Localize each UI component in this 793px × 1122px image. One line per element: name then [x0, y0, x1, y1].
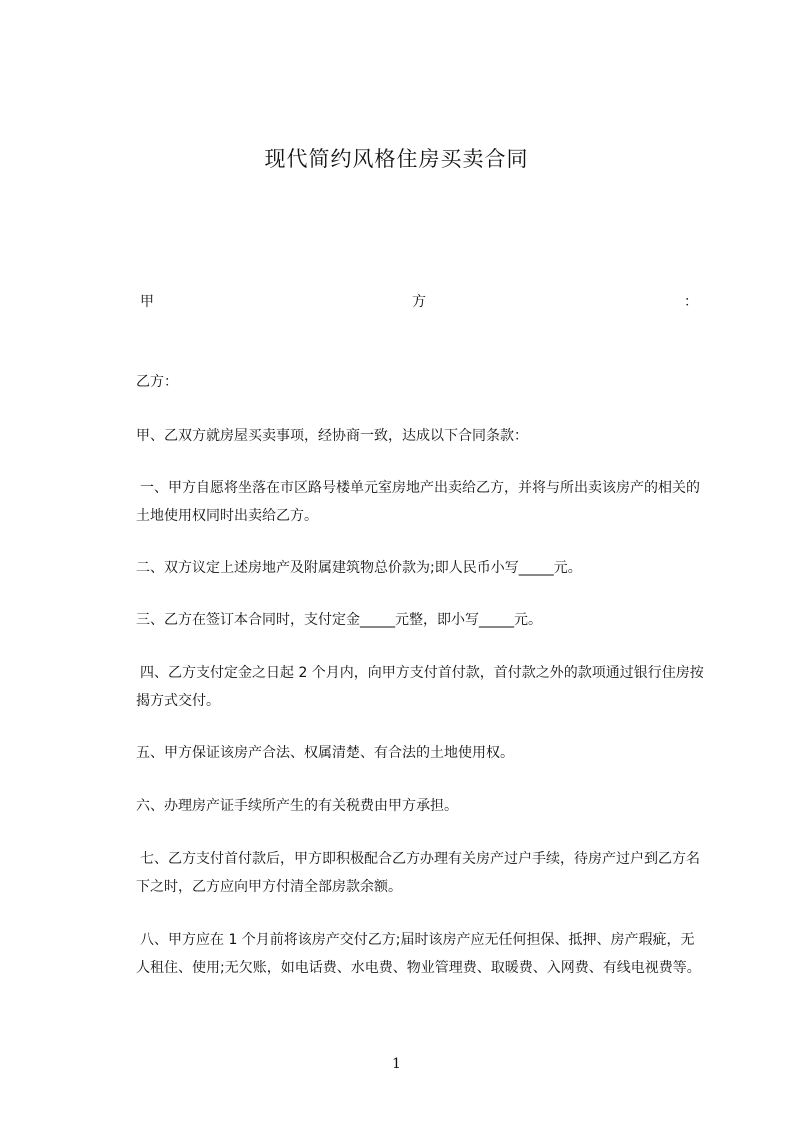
clause-5: 五、甲方保证该房产合法、权属清楚、有合法的土地使用权。 — [136, 745, 514, 761]
clause-8: 八、甲方应在 1 个月前将该房产交付乙方;届时该房产应无任何担保、抵押、房产瑕疵，无人租住、使用;无欠账，如电话费、水电费、物业管理费、取暖费、入网费、有线电视费等。 — [136, 932, 701, 976]
clause-2: 二、双方议定上述房地产及附属建筑物总价款为;即人民币小写_____元。 — [136, 560, 582, 576]
document-title: 现代简约风格住房买卖合同 — [264, 147, 529, 171]
clause-3: 三、乙方在签订本合同时，支付定金_____元整，即小写_____元。 — [136, 612, 542, 628]
intro-paragraph: 甲、乙双方就房屋买卖事项，经协商一致，达成以下合同条款： — [136, 428, 528, 444]
page-number: 1 — [392, 1056, 401, 1072]
party-a-char-1: 甲 — [140, 294, 154, 310]
party-a-char-2: 方 — [412, 294, 426, 310]
party-a-line — [136, 291, 696, 311]
clause-4: 四、乙方支付定金之日起 2 个月内，向甲方支付首付款，首付款之外的款项通过银行住房按揭方式交付。 — [136, 665, 704, 709]
party-a-colon: ： — [684, 294, 698, 310]
clause-1: 一、甲方自愿将坐落在市区路号楼单元室房地产出卖给乙方，并将与所出卖该房产的相关的土地使用权同时出卖给乙方。 — [136, 480, 700, 524]
party-b-line: 乙方： — [136, 374, 178, 390]
clause-6: 六、办理房产证手续所产生的有关税费由甲方承担。 — [136, 798, 458, 814]
clause-7: 七、乙方支付首付款后，甲方即积极配合乙方办理有关房产过户手续，待房产过户到乙方名下之时，乙方应向甲方付清全部房款余额。 — [136, 851, 700, 895]
